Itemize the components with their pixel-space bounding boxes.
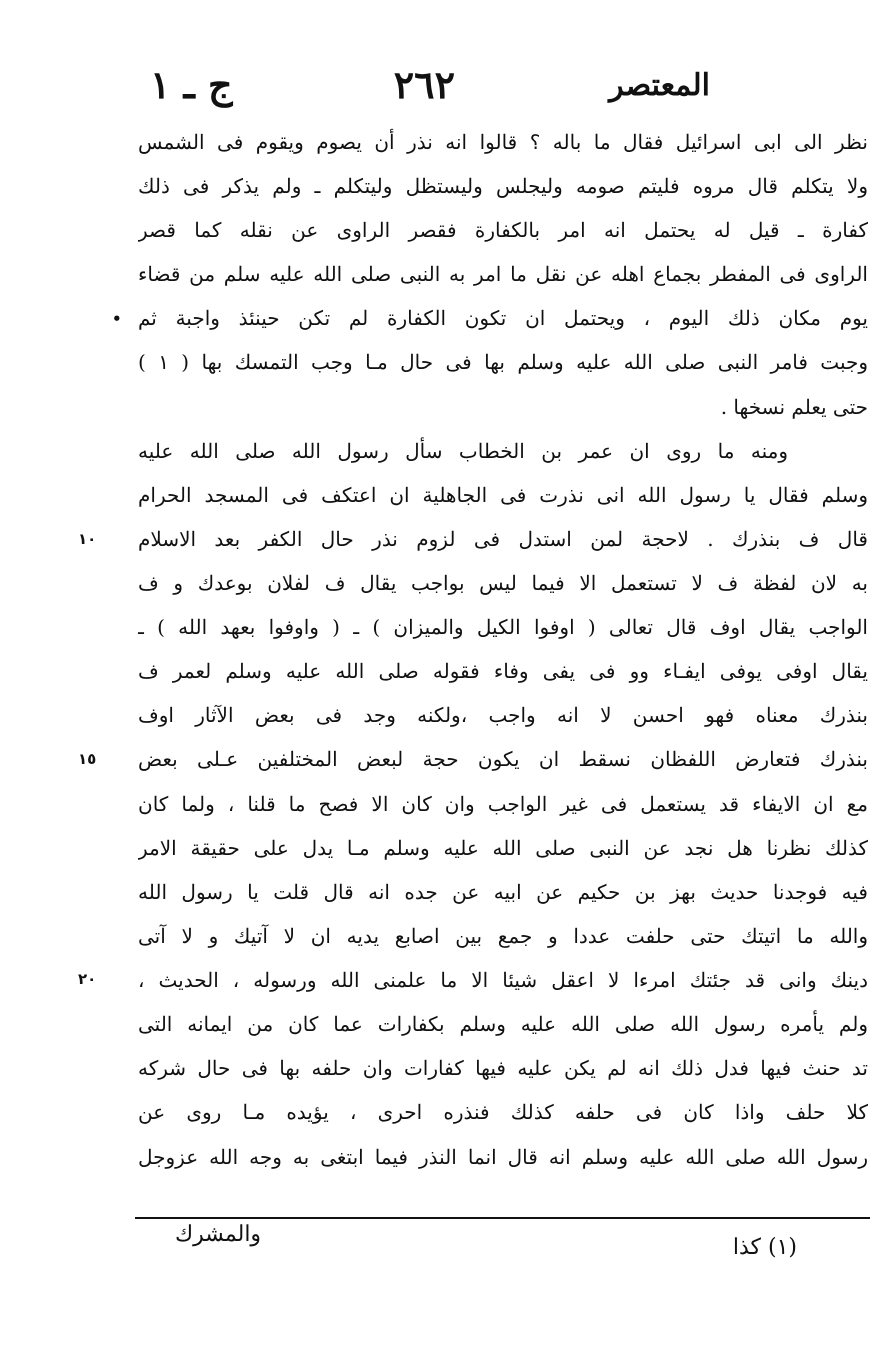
footnote-divider [135, 1217, 870, 1219]
text-line: كلا حلف واذا كان فى حلفه كذلك فنذره احرى ، يؤيده مـا روى عن [138, 1100, 868, 1124]
text-line: والله ما اتيتك حتى حلفت عددا و جمع بين اصابع يديه ان لا آتيك و لا آتى [138, 924, 868, 948]
text-line: نظر الى ابى اسرائيل فقال ما باله ؟ قالوا انه نذر أن يصوم ويقوم فى الشمس [138, 130, 868, 154]
text-line: كذلك نظرنا هل نجد عن النبى صلى الله عليه وسلم مـا يدل على حقيقة الامر [138, 836, 868, 860]
text-line: الراوى فى المفطر بجماع اهله عن نقل ما امر به النبى صلى الله عليه سلم من قضاء [138, 262, 868, 286]
text-line: فيه فوجدنا حديث بهز بن حكيم عن ابيه عن جده انه قال قلت يا رسول الله [138, 880, 868, 904]
margin-line-number: ١٥ [78, 750, 97, 768]
text-line: الواجب يقال اوف قال تعالى ( اوفوا الكيل والميزان ) ـ ( واوفوا بعهد الله ) ـ [138, 615, 868, 639]
text-line: وجبت فامر النبى صلى الله عليه وسلم بها فى حال مـا وجب التمسك بها ( ١ ) [138, 350, 868, 374]
margin-line-number: ٢٠ [78, 970, 97, 988]
catchword: والمشرك [175, 1222, 262, 1247]
text-line: مع ان الايفاء قد يستعمل فى غير الواجب وان كان الا فصح ما قلنا ، ولما كان [138, 792, 868, 816]
text-line: ولم يأمره رسول الله صلى الله عليه وسلم بكفارات عما كان من ايمانه التى [138, 1012, 868, 1036]
text-line: بنذرك معناه فهو احسن لا انه واجب ،ولكنه وجد فى بعض الآثار اوف [138, 703, 868, 727]
margin-line-number: ١٠ [78, 530, 97, 548]
text-line: كفارة ـ قيل له يحتمل انه امر بالكفارة فقصر الراوى عن نقله كما قصر [138, 218, 868, 242]
text-line: وسلم فقال يا رسول الله انى نذرت فى الجاهلية ان اعتكف فى المسجد الحرام [138, 483, 868, 507]
footnote-text: (١) كذا [732, 1235, 797, 1260]
margin-bullet: • [112, 310, 122, 328]
text-line: قال ف بنذرك . لاحجة لمن استدل فى لزوم نذر حال الكفر بعد الاسلام [138, 527, 868, 551]
text-line: تد حنث فيها فدل ذلك انه لم يكن عليه فيها كفارات وان حلفه بها فى حال شركه [138, 1056, 868, 1080]
page-header [150, 62, 710, 118]
text-line: ولا يتكلم قال مروه فليتم صومه وليجلس وليستظل وليتكلم ـ ولم يذكر فى ذلك [138, 174, 868, 198]
page-number: ٢٦٢ [393, 62, 455, 107]
text-line: ومنه ما روى ان عمر بن الخطاب سأل رسول الله صلى الله عليه [138, 439, 788, 463]
text-line: به لان لفظة ف لا تستعمل الا فيما ليس بواجب يقال ف لفلان بوعدك و ف [138, 571, 868, 595]
text-line: دينك وانى قد جئتك امرءا لا اعقل شيئا الا ما علمنى الله ورسوله ، الحديث ، [138, 968, 868, 992]
text-line: يقال اوفى يوفى ايفـاء وو فى يفى وفاء فقوله صلى الله عليه وسلم لعمر ف [138, 659, 868, 683]
text-line: رسول الله صلى الله عليه وسلم انه قال انما النذر فيما ابتغى به وجه الله عزوجل [138, 1145, 868, 1169]
volume-label: ج ـ ١ [150, 62, 233, 107]
text-line: بنذرك فتعارض اللفظان نسقط ان يكون حجة لبعض المختلفين عـلى بعض [138, 747, 868, 771]
book-title: المعتصر [609, 68, 710, 103]
text-line: يوم مكان ذلك اليوم ، ويحتمل ان تكون الكفارة لم تكن حينئذ واجبة ثم [138, 306, 868, 330]
text-line: حتى يعلم نسخها . [720, 395, 868, 419]
